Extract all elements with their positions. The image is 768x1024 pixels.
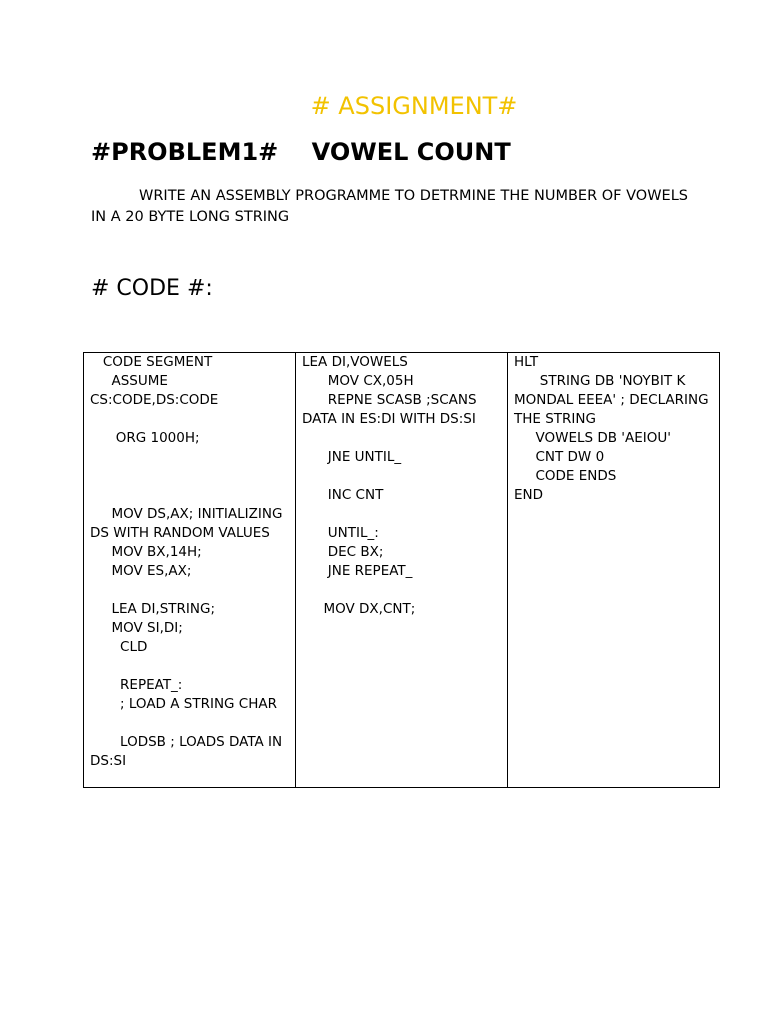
code-heading: # CODE #: xyxy=(91,276,213,301)
problem-description: WRITE AN ASSEMBLY PROGRAMME TO DETRMINE THE NUMBER OF VOWELS IN A 20 BYTE LONG STRING xyxy=(91,188,688,225)
code-column-1: CODE SEGMENT ASSUME CS:CODE,DS:CODE ORG 1000H; MOV DS,AX; INITIALIZING DS WITH RANDOM VALUES MOV BX,14H; MOV ES,AX; LEA DI,STRING; MOV SI,DI; CLD REPEAT_: ; LOAD A STRING CHAR LODSB ; LOADS DATA IN DS:SI xyxy=(84,353,296,788)
problem-heading: #PROBLEM1# VOWEL COUNT xyxy=(91,138,511,166)
code-table xyxy=(83,352,720,788)
code-column-2: LEA DI,VOWELS MOV CX,05H REPNE SCASB ;SCANS DATA IN ES:DI WITH DS:SI JNE UNTIL_ INC CNT UNTIL_: DEC BX; JNE REPEAT_ MOV DX,CNT; xyxy=(296,353,508,788)
assignment-title: # ASSIGNMENT# xyxy=(310,92,518,120)
code-table-row xyxy=(84,353,720,788)
code-column-3: HLT STRING DB 'NOYBIT K MONDAL EEEA' ; DECLARING THE STRING VOWELS DB 'AEIOU' CNT DW 0 CODE ENDS END xyxy=(508,353,720,788)
